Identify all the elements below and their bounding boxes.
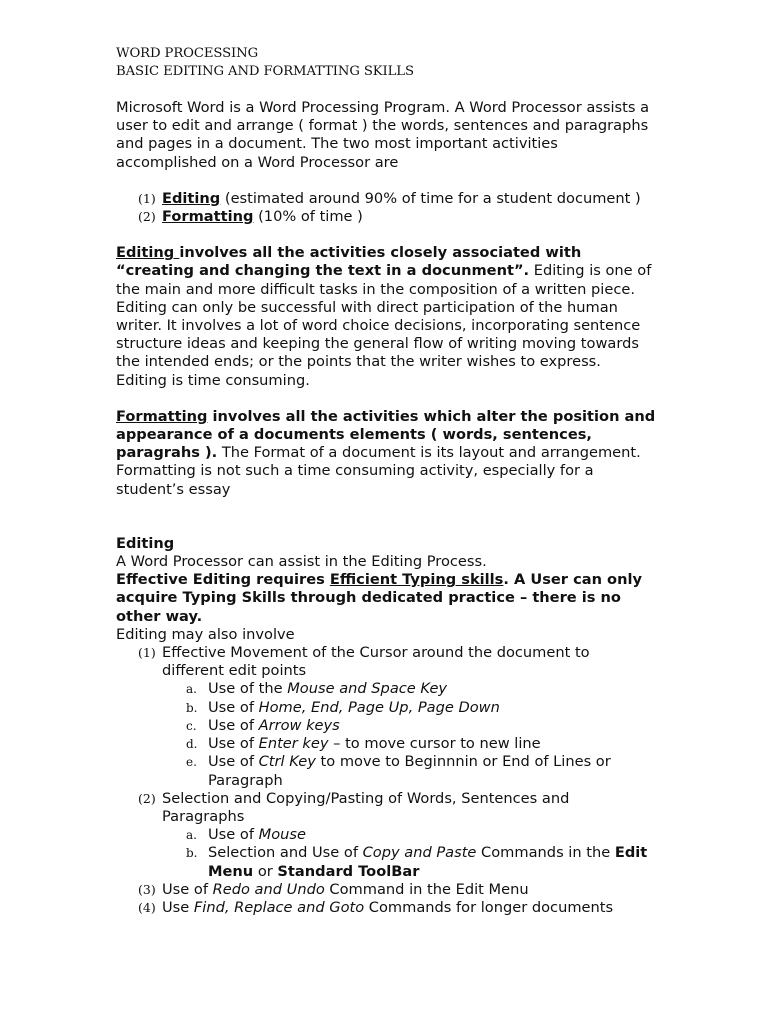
editing-term: Editing bbox=[116, 244, 180, 262]
sub-list-letter: b. bbox=[186, 846, 198, 861]
formatting-body-text: The Format of a document is its layout and arrangement. Formatting is not such a time consuming activity, especially for a student’s essay bbox=[116, 444, 641, 498]
header-line-2: BASIC EDITING AND FORMATTING SKILLS bbox=[116, 64, 414, 79]
list-item bbox=[116, 881, 656, 899]
sub-list-letter: a. bbox=[186, 682, 197, 697]
editing-bold-text: involves all the activities closely associated with “creating and changing the text in a docunment”. bbox=[116, 244, 582, 280]
section-heading: Editing bbox=[116, 534, 175, 552]
list-item-text: Use bbox=[162, 898, 194, 916]
list-item-text: Command in the Edit Menu bbox=[324, 880, 529, 898]
sub-item-text: Selection and Use of bbox=[208, 844, 363, 862]
sub-item-text: – to move cursor to new line bbox=[328, 735, 541, 753]
formatting-term: Formatting bbox=[116, 407, 208, 425]
sub-list-item bbox=[116, 826, 656, 844]
activity-text: (10% of time ) bbox=[253, 208, 363, 226]
section-line: Editing may also involve bbox=[116, 625, 295, 643]
sub-item-text: Use of bbox=[208, 716, 259, 734]
editing-body-text: Editing is one of the main and more difficult tasks in the composition of a written piece. Editing can only be successful with direct participation of the human writer. It involves a lot of word choice decisions, incorporating sentence structure ideas and keeping the general flow of writing moving towards the intended ends; or the points that the writer wishes to express. Editing is time consuming. bbox=[116, 262, 652, 389]
sub-item-italic: Arrow keys bbox=[258, 716, 340, 734]
sub-list-letter: d. bbox=[186, 737, 198, 752]
sub-list-item bbox=[116, 735, 656, 753]
statement-start: Effective Editing requires bbox=[116, 571, 330, 589]
sub-item-text: Commands in the bbox=[476, 844, 615, 862]
sub-item-bold: Edit Menu bbox=[208, 844, 648, 880]
list-number: (2) bbox=[138, 209, 156, 225]
sub-item-text: Use of bbox=[208, 698, 259, 716]
list-item-text: Effective Movement of the Cursor around the document to different edit points bbox=[162, 644, 590, 680]
list-item bbox=[116, 190, 656, 208]
list-number: (1) bbox=[138, 190, 156, 206]
sub-item-italic: Copy and Paste bbox=[362, 844, 477, 862]
sub-item-text: or bbox=[253, 862, 278, 880]
sub-item-italic: Home, End, Page Up, Page Down bbox=[258, 698, 500, 716]
sub-list-letter: a. bbox=[186, 828, 197, 843]
activity-term: Editing bbox=[162, 189, 221, 207]
list-item bbox=[116, 208, 656, 226]
list-item-text: Use of bbox=[162, 880, 213, 898]
activity-term: Formatting bbox=[162, 208, 254, 226]
sub-list-item bbox=[116, 699, 656, 717]
involve-list bbox=[116, 644, 656, 917]
sub-item-text: Use of bbox=[208, 753, 259, 771]
sub-list-item bbox=[116, 753, 656, 789]
sub-item-italic: Ctrl Key bbox=[258, 753, 316, 771]
formatting-bold-text: involves all the activities which alter the position and appearance of a documents elements ( words, sentences, paragrahs ). bbox=[116, 407, 656, 462]
sub-item-italic: Mouse bbox=[258, 826, 306, 844]
sub-list-item bbox=[116, 844, 656, 880]
editing-definition bbox=[116, 244, 656, 390]
sub-item-text: to move to Beginnnin or End of Lines or Paragraph bbox=[208, 753, 611, 789]
list-item bbox=[116, 644, 656, 680]
list-item-text: Selection and Copying/Pasting of Words, Sentences and Paragraphs bbox=[162, 789, 570, 825]
list-number: (2) bbox=[138, 790, 156, 806]
list-item-text: Commands for longer documents bbox=[364, 898, 614, 916]
sub-item-text: Use of bbox=[208, 826, 259, 844]
sub-list-item bbox=[116, 680, 656, 698]
list-item-italic: Find, Replace and Goto bbox=[193, 898, 365, 916]
sub-item-italic: Mouse and Space Key bbox=[287, 680, 448, 698]
sub-list-letter: e. bbox=[186, 755, 197, 770]
section-line: A Word Processor can assist in the Editing Process. bbox=[116, 553, 487, 571]
intro-paragraph: Microsoft Word is a Word Processing Program. A Word Processor assists a user to edit and arrange ( format ) the words, sentences and paragraphs and pages in a document. The two most important activities accomplished on a Word Processor are bbox=[116, 99, 650, 171]
list-number: (1) bbox=[138, 645, 156, 661]
editing-section bbox=[116, 535, 656, 917]
list-item bbox=[116, 790, 656, 826]
sub-item-text: Use of bbox=[208, 735, 259, 753]
header-line-1: WORD PROCESSING bbox=[116, 46, 259, 61]
sub-list-item bbox=[116, 717, 656, 735]
list-item bbox=[116, 899, 656, 917]
document-header bbox=[116, 45, 656, 81]
list-number: (4) bbox=[138, 899, 156, 915]
effective-editing-statement bbox=[116, 571, 656, 626]
sub-item-bold: Standard ToolBar bbox=[277, 862, 420, 880]
document-page bbox=[116, 45, 656, 917]
statement-underlined: Efficient Typing skills bbox=[329, 571, 504, 589]
list-number: (3) bbox=[138, 881, 156, 897]
sub-list-letter: b. bbox=[186, 700, 198, 715]
activities-list bbox=[116, 190, 656, 226]
statement-end: . A User can only acquire Typing Skills through dedicated practice – there is no other way. bbox=[116, 571, 642, 625]
sub-item-text: Use of the bbox=[208, 680, 288, 698]
sub-item-italic: Enter key bbox=[258, 735, 329, 753]
sub-list-letter: c. bbox=[186, 718, 197, 733]
formatting-definition bbox=[116, 408, 656, 499]
activity-text: (estimated around 90% of time for a student document ) bbox=[220, 189, 641, 207]
list-item-italic: Redo and Undo bbox=[212, 880, 325, 898]
